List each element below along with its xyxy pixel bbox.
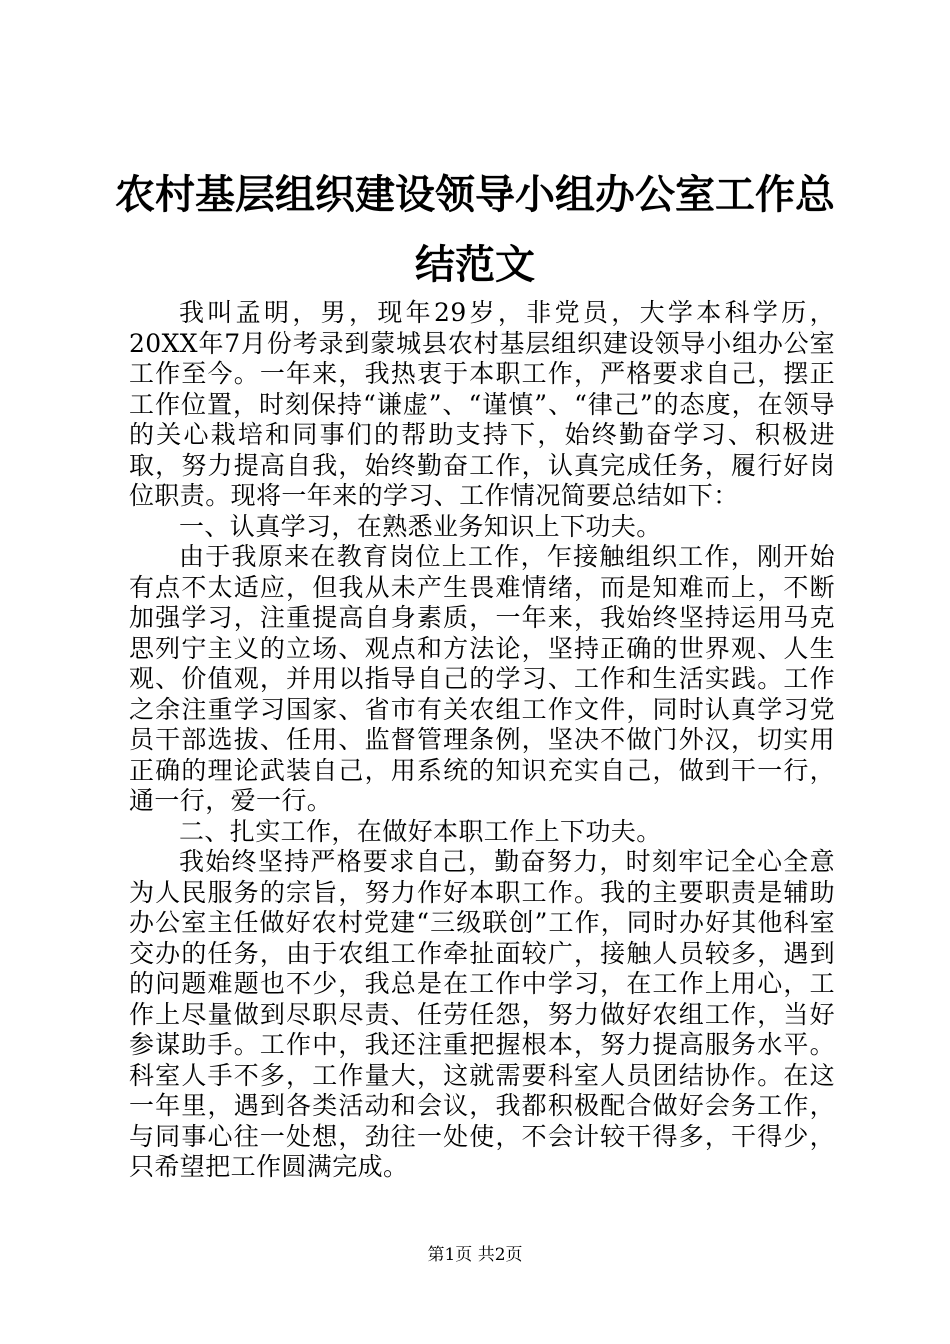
paragraph-work: 我始终坚持严格要求自己，勤奋努力，时刻牢记全心全意为人民服务的宗旨，努力作好本职工作。我的主要职责是辅助办公室主任做好农村党建“三级联创”工作，同时办好其他科室交办的任务，由于农组工作牵扯面较广，接触人员较多，遇到的问题难题也不少，我总是在工作中学习，在工作上用心，工作上尽量做到尽职尽责、任劳任怨，努力做好农组工作，当好参谋助手。工作中，我还注重把握根本，努力提高服务水平。科室人手不多，工作量大，这就需要科室人员团结协作。在这一年里，遇到各类活动和会议，我都积极配合做好会务工作，与同事心往一处想，劲往一处使，不会计较干得多，干得少，只希望把工作圆满完成。 bbox=[129, 847, 835, 1181]
section-heading-1: 一、认真学习，在熟悉业务知识上下功夫。 bbox=[179, 511, 662, 541]
document-title: 农村基层组织建设领导小组办公室工作总结范文 bbox=[115, 171, 835, 288]
section-heading-2: 二、扎实工作，在做好本职工作上下功夫。 bbox=[179, 816, 662, 846]
page-footer: 第1页 共2页 bbox=[427, 1245, 523, 1265]
paragraph-intro: 我叫孟明，男，现年29岁，非党员，大学本科学历，20XX年7月份考录到蒙城县农村基层组织建设领导小组办公室工作至今。一年来，我热衷于本职工作，严格要求自己，摆正工作位置，时刻保持“谦虚”、“谨慎”、“律己”的态度，在领导的关心栽培和同事们的帮助支持下，始终勤奋学习、积极进取，努力提高自我，始终勤奋工作，认真完成任务，履行好岗位职责。现将一年来的学习、工作情况简要总结如下： bbox=[129, 298, 835, 510]
paragraph-study: 由于我原来在教育岗位上工作，乍接触组织工作，刚开始有点不太适应，但我从未产生畏难情绪，而是知难而上，不断加强学习，注重提高自身素质，一年来，我始终坚持运用马克思列宁主义的立场、观点和方法论，坚持正确的世界观、人生观、价值观，并用以指导自己的学习、工作和生活实践。工作之余注重学习国家、省市有关农组工作文件，同时认真学习党员干部选拔、任用、监督管理条例，坚决不做门外汉，切实用正确的理论武装自己，用系统的知识充实自己，做到干一行，通一行，爱一行。 bbox=[129, 542, 835, 815]
document-body bbox=[129, 298, 835, 1183]
